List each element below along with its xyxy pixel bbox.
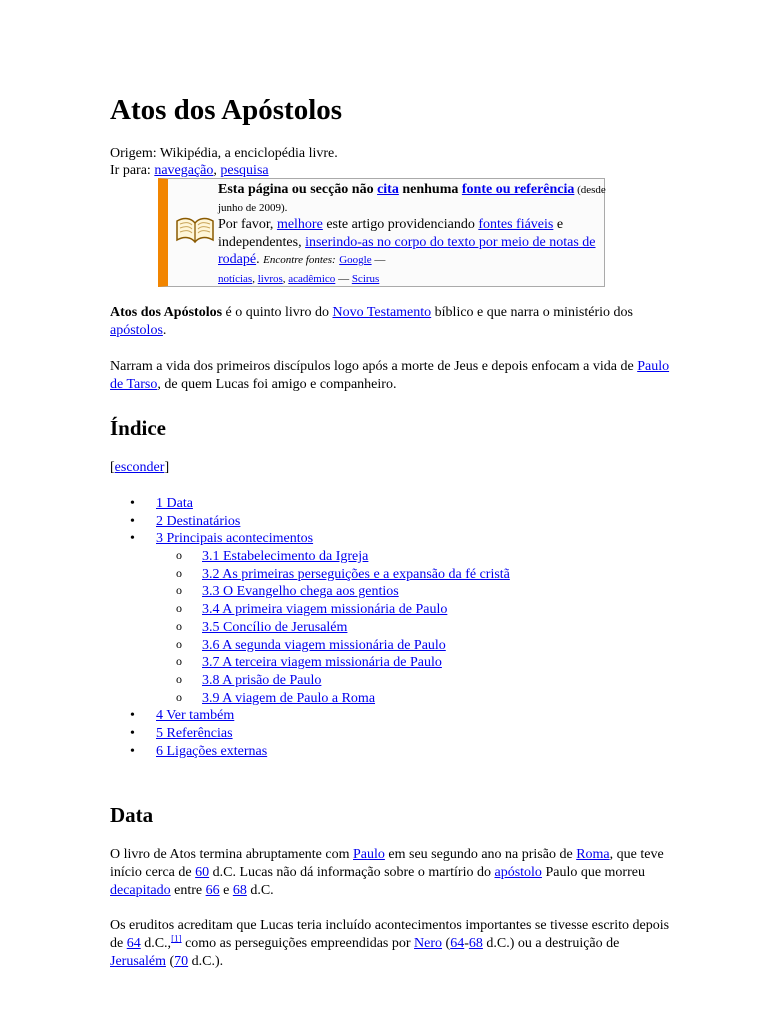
data-p1-text-2: em seu segundo ano na prisão de [384, 847, 577, 862]
data-p1-text-5: Paulo que morreu [541, 865, 645, 880]
toc-item [110, 495, 510, 513]
toc-link[interactable]: 3.8 A prisão de Paulo [202, 672, 322, 688]
notice-text-4: este artigo providenciando [322, 217, 479, 232]
inserindo-notas-link[interactable]: inserindo-as no corpo do texto por meio de notas de rodapé [218, 234, 596, 267]
toc-link[interactable]: 6 Ligações externas [156, 743, 268, 759]
nero-link[interactable]: Nero [414, 936, 443, 951]
toc-bracket-open: [ [110, 460, 115, 475]
fontes-fiaveis-link[interactable]: fontes fiáveis [478, 217, 554, 232]
data-p2-dash: - [464, 936, 469, 951]
toc-bracket-close: ] [164, 460, 170, 475]
jerusalem-link[interactable]: Jerusalém [110, 954, 166, 969]
toc-list [110, 495, 510, 760]
data-paragraph-1 [110, 846, 670, 900]
year-64-link[interactable]: 64 [126, 936, 141, 951]
data-p2-text-3: como as perseguições empreendidas por [181, 936, 415, 951]
jump-navigation-link[interactable]: navegação [154, 163, 214, 178]
toc-item [110, 566, 510, 584]
data-p1-text-1: O livro de Atos termina abruptamente com [110, 847, 353, 862]
notice-comma-1: , [252, 272, 258, 285]
data-p1-text-7: e [219, 883, 233, 898]
origin-info [110, 145, 338, 179]
toc-item [110, 654, 510, 672]
data-p2-text-6: ( [165, 954, 175, 969]
data-p1-text-4: d.C. Lucas não dá informação sobre o martírio do [209, 865, 495, 880]
year-68-link[interactable]: 68 [232, 883, 247, 898]
paulo-link[interactable]: Paulo [353, 847, 385, 862]
toc-link[interactable]: 3.1 Estabelecimento da Igreja [202, 549, 369, 565]
academico-link[interactable]: acadêmico [288, 272, 336, 285]
toc-link[interactable]: 3.9 A viagem de Paulo a Roma [202, 690, 376, 706]
toc-item [110, 548, 510, 566]
toc-item [110, 619, 510, 637]
para2-text-2: , de quem Lucas foi amigo e companheiro. [157, 377, 397, 392]
google-link[interactable]: Google [339, 254, 372, 266]
toc-link[interactable]: 2 Destinatários [156, 513, 241, 529]
data-paragraph-2 [110, 917, 670, 971]
toc-link[interactable]: 3.5 Concílio de Jerusalém [202, 619, 348, 635]
melhore-link[interactable]: melhore [276, 217, 323, 232]
toc-item [110, 690, 510, 708]
toc-toggle [110, 459, 169, 477]
section-heading-data: Data [110, 803, 154, 827]
intro-text-2: bíblico e que narra o ministério dos [431, 305, 633, 320]
jump-prefix: Ir para: [110, 163, 151, 178]
paulo-de-tarso-link[interactable]: Paulo de Tarso [110, 359, 670, 392]
cita-link[interactable]: cita [377, 182, 399, 197]
toc-item [110, 583, 510, 601]
book-icon [174, 209, 216, 249]
novo-testamento-link[interactable]: Novo Testamento [332, 305, 432, 320]
find-sources-label: Encontre fontes: [263, 254, 336, 266]
toc-item [110, 530, 510, 548]
notice-text-6: . [256, 252, 264, 267]
toc-link[interactable]: 3.6 A segunda viagem missionária de Paulo [202, 637, 446, 653]
toc-item [110, 637, 510, 655]
notice-text-1: Esta página ou secção não [218, 182, 378, 197]
toc-link[interactable]: 3.2 As primeiras perseguições e a expansão da fé cristã [202, 566, 510, 582]
toc-item [110, 707, 510, 725]
toc-heading: Índice [110, 416, 167, 440]
para2-text-1: Narram a vida dos primeiros discípulos logo após a morte de Jeus e depois enfocam a vida de [110, 359, 638, 374]
toc-link[interactable]: 4 Ver também [156, 708, 235, 724]
notice-dash-1: — [371, 254, 386, 266]
notice-text-2: nenhuma [398, 182, 462, 197]
year-68b-link[interactable]: 68 [468, 936, 483, 951]
jump-separator: , [213, 163, 221, 178]
data-p1-text-8: d.C. [246, 883, 274, 898]
jump-links [110, 162, 338, 179]
toc-link[interactable]: 3 Principais acontecimentos [156, 531, 314, 547]
roma-link[interactable]: Roma [576, 847, 610, 862]
intro-bold-title: Atos dos Apóstolos [110, 305, 223, 320]
data-p2-text-1: Os eruditos acreditam que Lucas teria incluído acontecimentos importantes se tivesse escrito depois de [110, 918, 670, 951]
intro-text-1: é o quinto livro do [222, 305, 333, 320]
notice-dash-2: — [335, 272, 352, 285]
data-p1-text-6: entre [170, 883, 206, 898]
toc-hide-link[interactable]: esconder [114, 460, 165, 475]
origin-line: Origem: Wikipédia, a enciclopédia livre. [110, 146, 338, 161]
fonte-referencia-link[interactable]: fonte ou referência [461, 182, 575, 197]
notice-comma-2: , [282, 272, 289, 285]
decapitado-link[interactable]: decapitado [110, 883, 171, 898]
data-p1-text-3: , que teve início cerca de [110, 847, 664, 880]
notice-text [218, 181, 608, 287]
apostolo-link[interactable]: apóstolo [494, 865, 542, 880]
notice-date: (desde junho de 2009). [218, 184, 606, 214]
year-60-link[interactable]: 60 [195, 865, 210, 880]
toc-link[interactable]: 1 Data [156, 496, 193, 511]
data-p2-text-2: d.C., [140, 936, 172, 951]
noticias-link[interactable]: notícias [218, 272, 253, 285]
livros-link[interactable]: livros [257, 272, 283, 285]
second-paragraph [110, 358, 670, 394]
reference-1-link[interactable]: [1] [171, 933, 182, 944]
toc-link[interactable]: 5 Referências [156, 725, 233, 741]
data-p2-text-7: d.C.). [188, 954, 224, 969]
intro-paragraph [110, 304, 670, 340]
toc-link[interactable]: 3.7 A terceira viagem missionária de Paulo [202, 655, 442, 671]
toc-link[interactable]: 3.4 A primeira viagem missionária de Paulo [202, 602, 448, 618]
unreferenced-notice [158, 178, 605, 287]
year-66-link[interactable]: 66 [205, 883, 220, 898]
apostolos-link[interactable]: apóstolos [110, 323, 163, 338]
toc-item [110, 513, 510, 531]
data-p2-text-5: d.C.) ou a destruição de [482, 936, 620, 951]
toc-item [110, 743, 510, 761]
toc-item [110, 725, 510, 743]
intro-text-3: . [162, 323, 167, 338]
jump-search-link[interactable]: pesquisa [220, 163, 269, 178]
notice-text-3: Por favor, [218, 217, 277, 232]
toc-item [110, 672, 510, 690]
year-70-link[interactable]: 70 [174, 954, 189, 969]
notice-text-5: e independentes, [218, 217, 564, 250]
data-p2-text-4: ( [442, 936, 451, 951]
year-64b-link[interactable]: 64 [450, 936, 465, 951]
scirus-link[interactable]: Scirus [351, 272, 380, 285]
toc-link[interactable]: 3.3 O Evangelho chega aos gentios [202, 584, 399, 600]
page-title: Atos dos Apóstolos [110, 94, 343, 126]
toc-item [110, 601, 510, 619]
